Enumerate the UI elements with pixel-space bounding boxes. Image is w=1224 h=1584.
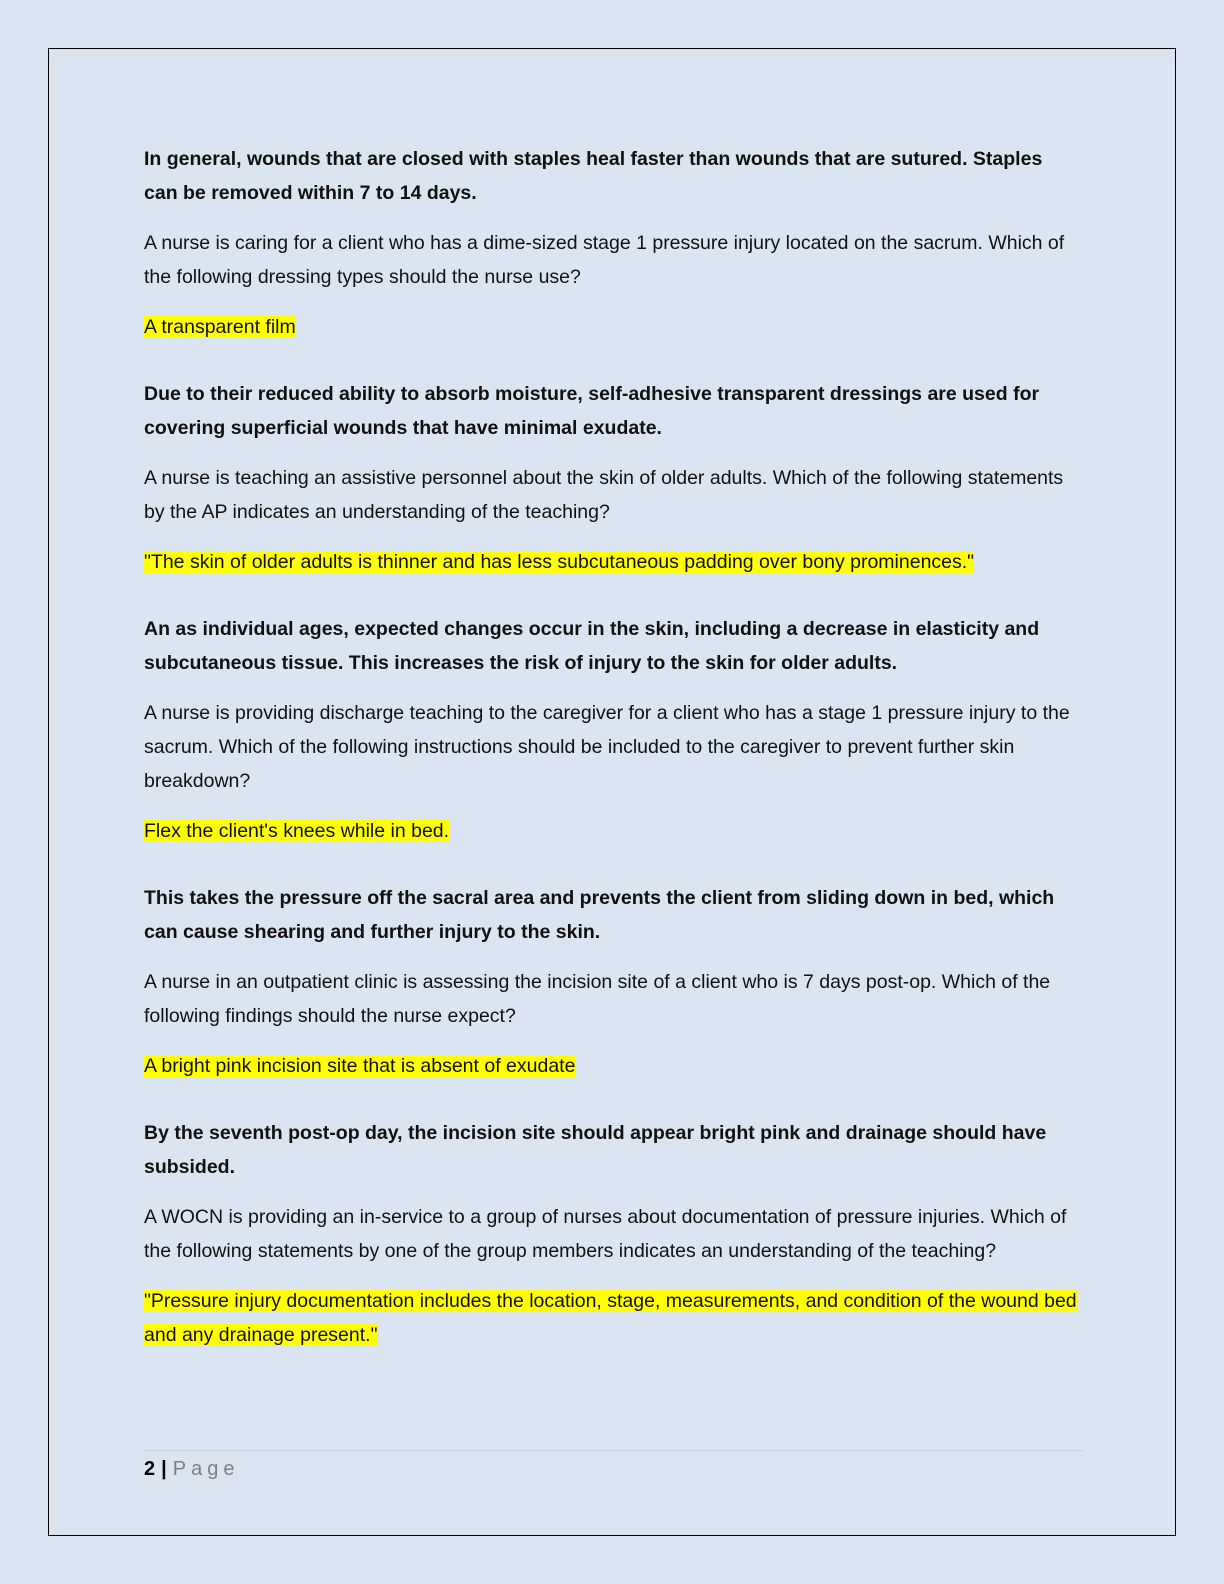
explanation-text: This takes the pressure off the sacral area and prevents the client from sliding down in bed, which can cause shearing and further injury to the skin. — [144, 887, 1055, 943]
answer-text: Flex the client's knees while in bed. — [144, 820, 450, 842]
explanation-text: Due to their reduced ability to absorb moisture, self-adhesive transparent dressings are used for covering superficial wounds that have minimal exudate. — [144, 383, 1040, 439]
explanation-text: By the seventh post-op day, the incision site should appear bright pink and drainage should have subsided. — [144, 1122, 1047, 1178]
document-body — [144, 142, 1079, 1385]
page-number: 2 — [144, 1458, 156, 1480]
footer-separator: | — [161, 1458, 167, 1480]
answer-highlight — [144, 1049, 1079, 1083]
page-footer — [144, 1450, 1084, 1483]
answer-text: A transparent film — [144, 316, 296, 338]
page-label: Page — [172, 1458, 240, 1480]
answer-text: A bright pink incision site that is absent of exudate — [144, 1055, 576, 1077]
question-text: A nurse is providing discharge teaching to the caregiver for a client who has a stage 1 pressure injury to the sacrum. Which of the following instructions should be included to the caregiver to prevent further skin breakdown? — [144, 702, 1070, 792]
answer-text: "The skin of older adults is thinner and has less subcutaneous padding over bony prominences." — [144, 551, 975, 573]
explanation-text: An as individual ages, expected changes occur in the skin, including a decrease in elasticity and subcutaneous tissue. This increases the risk of injury to the skin for older adults. — [144, 618, 1040, 674]
question-text: A nurse in an outpatient clinic is assessing the incision site of a client who is 7 days post-op. Which of the following findings should the nurse expect? — [144, 971, 1051, 1027]
answer-highlight — [144, 1284, 1079, 1352]
answer-highlight — [144, 310, 1079, 344]
question-text: A nurse is teaching an assistive personnel about the skin of older adults. Which of the following statements by the AP indicates an understanding of the teaching? — [144, 467, 1064, 523]
question-text: A nurse is caring for a client who has a dime-sized stage 1 pressure injury located on the sacrum. Which of the following dressing types should the nurse use? — [144, 232, 1065, 288]
question-text: A WOCN is providing an in-service to a group of nurses about documentation of pressure injuries. Which of the following statements by one of the group members indicates an understanding of the teaching? — [144, 1206, 1067, 1262]
explanation-text: In general, wounds that are closed with staples heal faster than wounds that are sutured. Staples can be removed within 7 to 14 days. — [144, 148, 1043, 204]
answer-text: "Pressure injury documentation includes the location, stage, measurements, and condition of the wound bed and any drainage present." — [144, 1290, 1077, 1346]
answer-highlight — [144, 545, 1079, 579]
answer-highlight — [144, 814, 1079, 848]
